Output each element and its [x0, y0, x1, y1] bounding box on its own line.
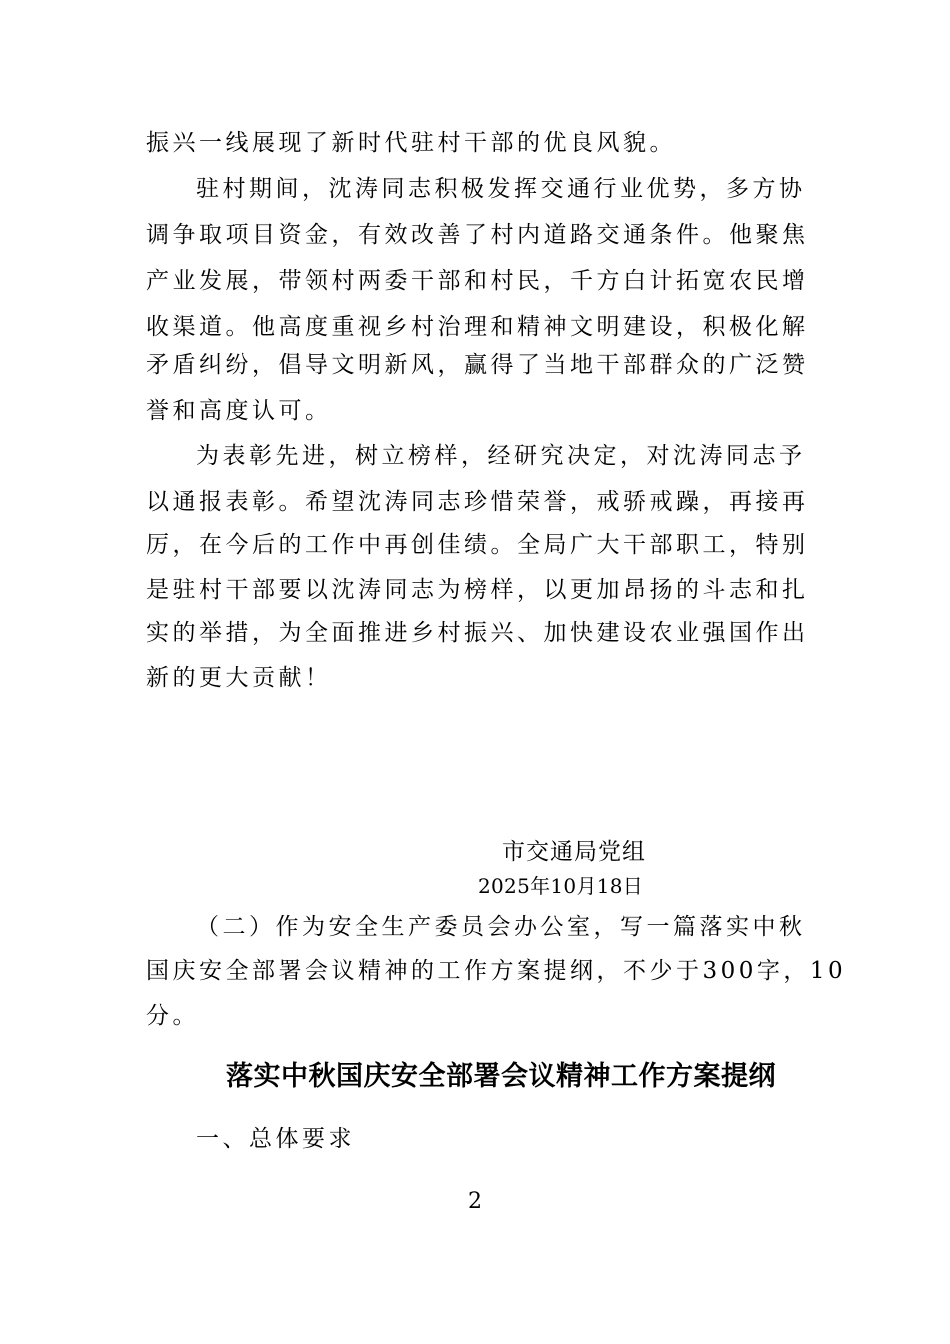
paragraph-2-line-2: 调争取项目资金，有效改善了村内道路交通条件。他聚焦	[146, 222, 809, 248]
signature-date: 2025年10月18日	[478, 874, 644, 898]
paragraph-3-line-5: 实的举措，为全面推进乡村振兴、加快建设农业强国作出	[146, 620, 809, 646]
paragraph-3-line-1: 为表彰先进，树立榜样，经研究决定，对沈涛同志予	[196, 443, 806, 469]
paragraph-3-line-3: 厉，在今后的工作中再创佳绩。全局广大干部职工，特别	[146, 532, 809, 558]
outline-title: 落实中秋国庆安全部署会议精神工作方案提纲	[226, 1061, 776, 1092]
question-line-1: （二）作为安全生产委员会办公室，写一篇落实中秋	[196, 914, 806, 940]
paragraph-2-line-3: 产业发展，带领村两委干部和村民，千方白计拓宽农民增	[146, 268, 809, 294]
paragraph-1-line-1: 振兴一线展现了新时代驻村干部的优良风貌。	[146, 130, 676, 156]
paragraph-2-line-4: 收渠道。他高度重视乡村治理和精神文明建设，积极化解	[146, 314, 809, 340]
signature-organization: 市交通局党组	[502, 839, 646, 865]
page-number: 2	[468, 1189, 482, 1214]
paragraph-2-line-1: 驻村期间，沈涛同志积极发挥交通行业优势，多方协	[196, 176, 806, 202]
outline-section-1: 一、总体要求	[196, 1126, 355, 1152]
paragraph-3-line-6: 新的更大贡献！	[146, 665, 332, 691]
paragraph-3-line-4: 是驻村干部要以沈涛同志为榜样，以更加昂扬的斗志和扎	[146, 577, 809, 603]
question-line-3: 分。	[146, 1003, 199, 1029]
paragraph-2-line-5: 矛盾纠纷，倡导文明新风，赢得了当地干部群众的广泛赞	[146, 352, 809, 378]
question-line-2: 国庆安全部署会议精神的工作方案提纲，不少于300字，10	[146, 958, 847, 984]
paragraph-2-line-6: 誉和高度认可。	[146, 398, 332, 424]
paragraph-3-line-2: 以通报表彰。希望沈涛同志珍惜荣誉，戒骄戒躁，再接再	[146, 489, 809, 515]
